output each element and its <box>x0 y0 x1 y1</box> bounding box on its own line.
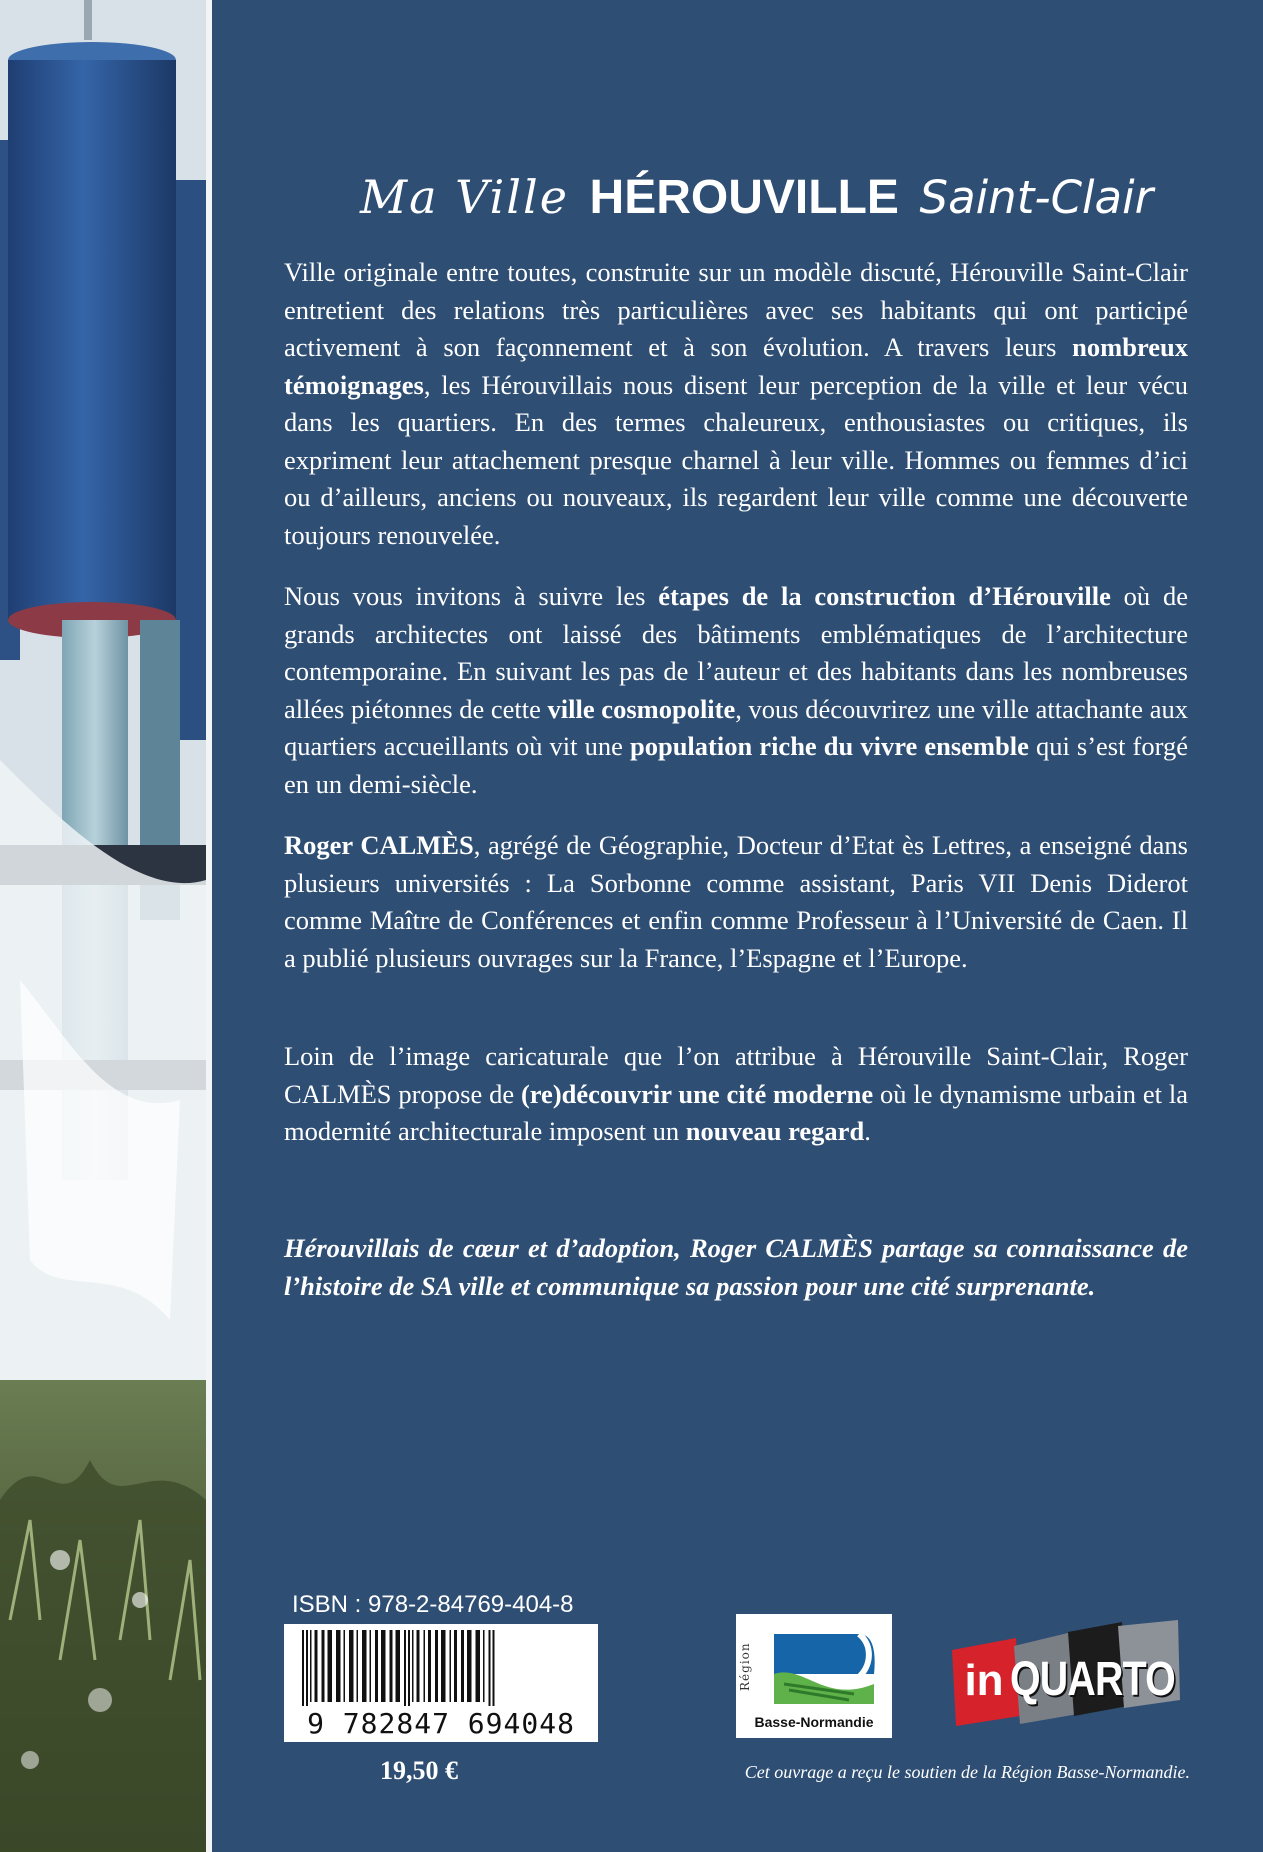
barcode-bar <box>454 1630 457 1702</box>
barcode-bar <box>435 1630 438 1702</box>
water-tower-photo <box>0 0 206 1852</box>
barcode-bar <box>408 1630 410 1708</box>
isbn-label: ISBN : 978-2-84769-404-8 <box>292 1591 574 1618</box>
text-span: Nous vous invitons à suivre les <box>284 581 659 611</box>
barcode-bar <box>467 1630 472 1702</box>
text-span: Ville originale entre toutes, construite sur un modèle discuté, Hérouville Saint-Clair entretient des relations très particulières avec ses habitants qui ont participé activement à son façonnement et à son évolution. A travers leurs <box>284 257 1188 362</box>
barcode-bar <box>483 1630 485 1702</box>
barcode-bar <box>493 1630 495 1708</box>
cover-photo <box>0 0 206 1852</box>
bold-span: ville cosmopolite <box>547 693 736 724</box>
text-span: . <box>864 1116 871 1146</box>
text-span: Loin de l’image caricaturale que l’on attribue à Hérouville Saint-Clair, Roger CALMÈS propose de <box>284 1041 1188 1109</box>
paragraph-pitch <box>284 1038 1188 1151</box>
barcode-bar <box>428 1630 431 1702</box>
paragraph-closing: Hérouvillais de cœur et d’adoption, Roger CALMÈS partage sa connaissance de l’histoire de SA ville et communique sa passion pour une cité surprenante. <box>284 1233 1188 1301</box>
text-span: , agrégé de Géographie, Docteur d’Etat ès Lettres, a enseigné dans plusieurs universités : La Sorbonne comme assistant, Paris VII Denis Diderot comme Maître de Conférences et enfin comme Professeur à l’Université de Caen. Il a publié plusieurs ouvrages sur la France, l’Espagne et l’Europe. <box>284 830 1188 973</box>
barcode-bars <box>284 1624 598 1708</box>
paragraph-author-bio <box>284 827 1188 977</box>
barcode-bar <box>349 1630 354 1702</box>
title-ma-ville: Ma Ville <box>360 170 569 224</box>
text-span: où le dynamisme urbain et la modernité architecturale imposent un <box>284 1078 1189 1146</box>
bold-span: étapes de la construction d’Hérouville <box>658 581 1111 611</box>
publisher-logo <box>946 1620 1182 1740</box>
barcode-bar <box>328 1630 333 1702</box>
support-note: Cet ouvrage a reçu le soutien de la Région Basse-Normandie. <box>744 1762 1190 1782</box>
author-name: Roger CALMÈS <box>284 830 474 860</box>
barcode-bar <box>315 1630 318 1702</box>
barcode-bar <box>306 1630 308 1708</box>
barcode <box>284 1624 598 1742</box>
barcode-bar <box>302 1630 304 1708</box>
barcode-bar <box>450 1630 452 1702</box>
bold-span: population riche du vivre ensemble <box>629 731 1029 761</box>
title-herouville: HÉROUVILLE <box>589 171 899 224</box>
text-span: où de grands architectes ont laissé des bâtiments emblématiques de l’architecture contemporaine. En suivant les pas de l’auteur et des habitants dans les nombreuses allées piétonnes de cette <box>284 581 1189 724</box>
barcode-bar <box>424 1630 426 1702</box>
price: 19,50 € <box>380 1756 458 1785</box>
text-span: qui s’est forgé en un demi-siècle. <box>284 731 1188 799</box>
paragraph-construction <box>284 578 1188 803</box>
bold-span: nombreux témoignages <box>284 332 1188 400</box>
barcode-bar <box>390 1630 393 1702</box>
barcode-bar <box>412 1630 414 1702</box>
barcode-digits: 9 782847 694048 <box>284 1706 598 1742</box>
barcode-bar <box>370 1630 372 1702</box>
region-logo-name: Basse-Normandie <box>754 1714 874 1730</box>
paragraph-intro <box>284 254 1188 554</box>
region-emblem-icon <box>764 1624 884 1712</box>
book-title <box>360 162 1160 232</box>
barcode-bar <box>375 1630 378 1702</box>
barcode-bar <box>344 1630 346 1702</box>
region-logo-vertical-text: Région <box>738 1642 752 1692</box>
barcode-bar <box>476 1630 481 1702</box>
barcode-bar <box>417 1630 420 1702</box>
barcode-bar <box>404 1630 406 1708</box>
barcode-bar <box>461 1630 464 1702</box>
title-saint-clair: Saint-Clair <box>919 171 1154 224</box>
barcode-bar <box>441 1630 446 1702</box>
barcode-bar <box>362 1630 367 1702</box>
region-logo <box>736 1614 892 1738</box>
bold-span: nouveau regard <box>685 1116 865 1146</box>
barcode-bar <box>489 1630 491 1708</box>
barcode-bar <box>322 1630 325 1702</box>
publisher-in: in <box>964 1656 1004 1705</box>
publisher-quarto: QUARTO <box>1010 1653 1175 1706</box>
barcode-bar <box>310 1630 312 1702</box>
text-span: , les Hérouvillais nous disent leur perception de la ville et leur vécu dans les quartiers. En des termes chaleureux, enthousiastes ou critiques, ils expriment leur attachement presque charnel à leur ville. Hommes ou femmes d’ici ou d’ailleurs, anciens ou nouveaux, ils regardent leur ville comme une découverte toujours renouvelée. <box>284 369 1188 550</box>
barcode-bar <box>336 1630 341 1702</box>
bold-span: (re)découvrir une cité moderne <box>520 1078 874 1109</box>
barcode-bar <box>396 1630 401 1702</box>
text-span: , vous découvrirez une ville attachante aux quartiers accueillants où vit une <box>284 693 1188 761</box>
barcode-bar <box>381 1630 386 1702</box>
barcode-bar <box>357 1630 359 1702</box>
